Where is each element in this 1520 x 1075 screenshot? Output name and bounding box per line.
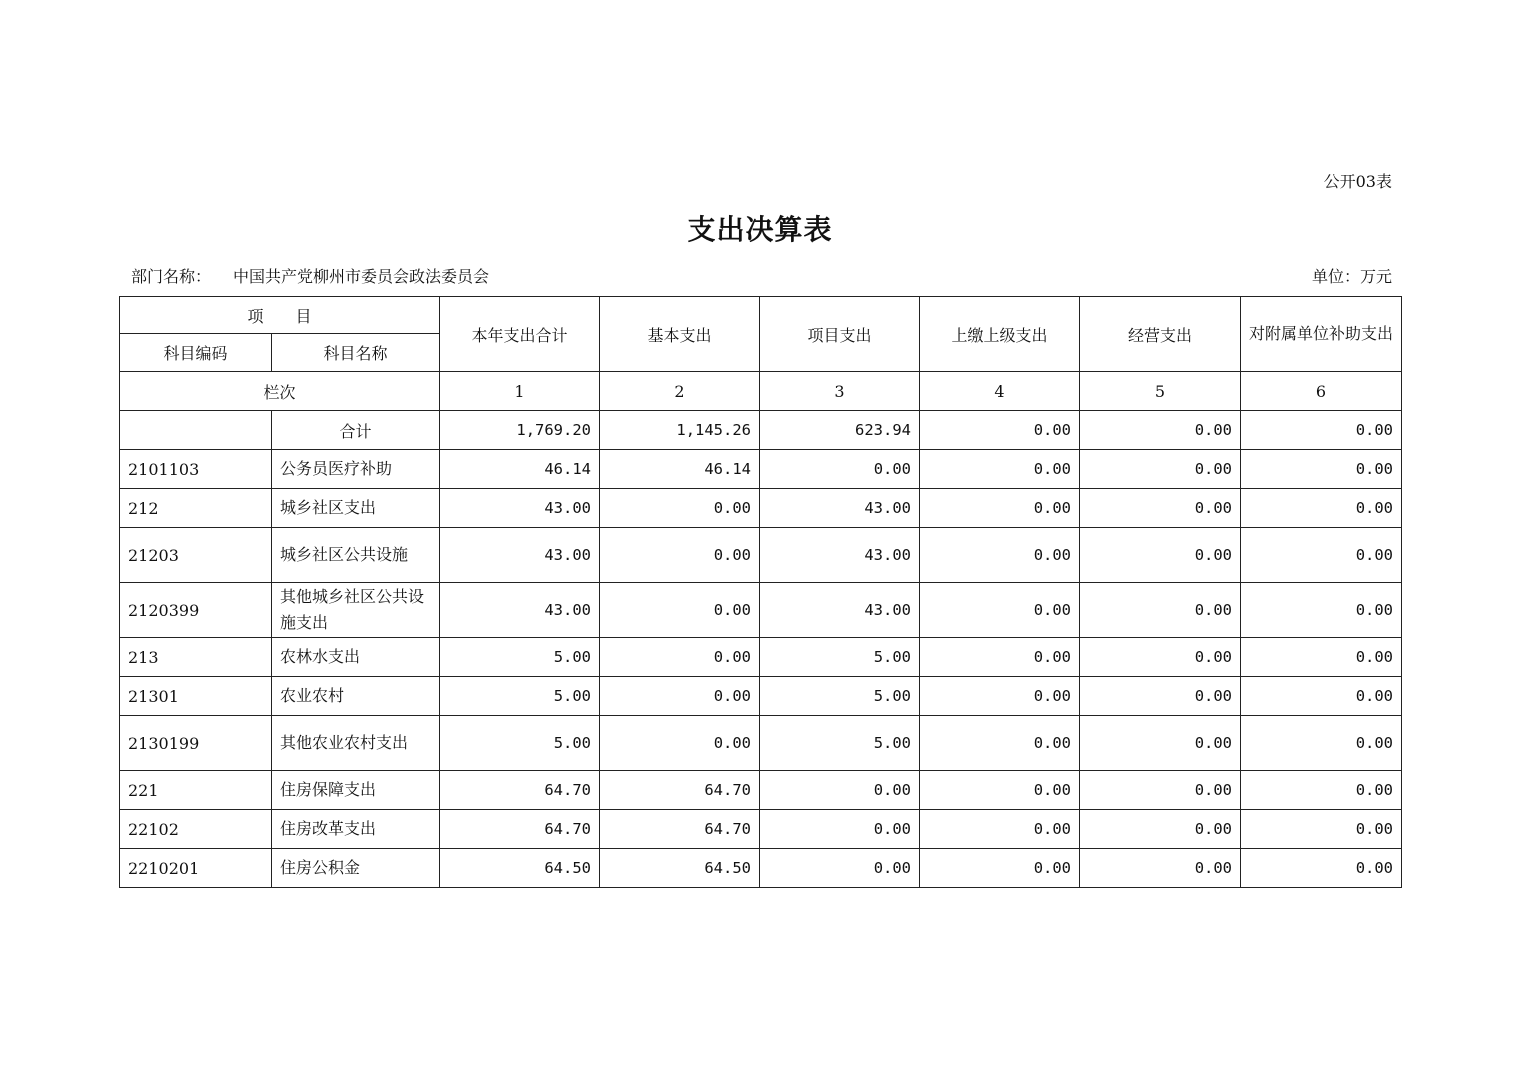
amount-cell: 46.14 (440, 450, 600, 489)
amount-cell: 0.00 (1241, 810, 1402, 849)
amount-cell: 0.00 (920, 450, 1080, 489)
amount-cell: 0.00 (920, 716, 1080, 771)
amount-cell: 64.50 (440, 849, 600, 888)
amount-cell: 64.70 (600, 810, 760, 849)
table-row (120, 489, 1402, 528)
column-index-number: 3 (760, 372, 920, 411)
total-value: 0.00 (920, 411, 1080, 450)
amount-cell: 0.00 (1080, 583, 1241, 638)
amount-cell: 0.00 (600, 677, 760, 716)
subject-name: 住房公积金 (272, 849, 440, 888)
amount-cell: 0.00 (920, 849, 1080, 888)
amount-cell: 0.00 (920, 771, 1080, 810)
subject-code: 2130199 (120, 716, 272, 771)
header-name: 科目名称 (272, 334, 440, 372)
amount-cell: 0.00 (920, 677, 1080, 716)
page-title: 支出决算表 (687, 213, 833, 246)
amount-cell: 43.00 (760, 528, 920, 583)
amount-cell: 5.00 (440, 677, 600, 716)
total-code-cell (120, 411, 272, 450)
amount-cell: 43.00 (440, 528, 600, 583)
amount-cell: 0.00 (1080, 810, 1241, 849)
amount-cell: 0.00 (1241, 677, 1402, 716)
department-line (131, 266, 489, 288)
amount-cell: 0.00 (1080, 677, 1241, 716)
table-row (120, 638, 1402, 677)
total-value: 1,145.26 (600, 411, 760, 450)
amount-cell: 0.00 (1080, 450, 1241, 489)
amount-cell: 64.70 (440, 810, 600, 849)
form-number: 公开03表 (1323, 172, 1392, 191)
header-business: 经营支出 (1080, 297, 1241, 372)
subject-name: 其他城乡社区公共设施支出 (272, 583, 440, 638)
amount-cell: 0.00 (1241, 771, 1402, 810)
amount-cell: 5.00 (760, 677, 920, 716)
total-value: 0.00 (1080, 411, 1241, 450)
amount-cell: 5.00 (440, 638, 600, 677)
amount-cell: 5.00 (760, 638, 920, 677)
column-index-row (120, 372, 1402, 411)
subject-name: 城乡社区公共设施 (272, 528, 440, 583)
column-index-number: 5 (1080, 372, 1241, 411)
subject-name: 农林水支出 (272, 638, 440, 677)
amount-cell: 0.00 (760, 810, 920, 849)
total-value: 1,769.20 (440, 411, 600, 450)
amount-cell: 0.00 (920, 489, 1080, 528)
header-row-1 (120, 297, 1402, 334)
amount-cell: 0.00 (1080, 638, 1241, 677)
amount-cell: 0.00 (600, 528, 760, 583)
amount-cell: 0.00 (920, 810, 1080, 849)
amount-cell: 0.00 (600, 716, 760, 771)
column-index-number: 2 (600, 372, 760, 411)
amount-cell: 0.00 (760, 771, 920, 810)
amount-cell: 43.00 (440, 489, 600, 528)
amount-cell: 0.00 (600, 489, 760, 528)
table-row (120, 528, 1402, 583)
amount-cell: 0.00 (1080, 489, 1241, 528)
total-value: 623.94 (760, 411, 920, 450)
amount-cell: 46.14 (600, 450, 760, 489)
table-row (120, 583, 1402, 638)
subject-code: 212 (120, 489, 272, 528)
amount-cell: 0.00 (1241, 450, 1402, 489)
amount-cell: 64.50 (600, 849, 760, 888)
amount-cell: 0.00 (600, 583, 760, 638)
amount-cell: 64.70 (600, 771, 760, 810)
header-subsidy: 对附属单位补助支出 (1241, 297, 1402, 372)
subject-code: 221 (120, 771, 272, 810)
total-value: 0.00 (1241, 411, 1402, 450)
subject-name: 公务员医疗补助 (272, 450, 440, 489)
amount-cell: 0.00 (1241, 849, 1402, 888)
subject-name: 住房保障支出 (272, 771, 440, 810)
amount-cell: 0.00 (920, 638, 1080, 677)
amount-cell: 0.00 (1080, 528, 1241, 583)
amount-cell: 5.00 (760, 716, 920, 771)
amount-cell: 0.00 (1080, 849, 1241, 888)
subject-code: 21301 (120, 677, 272, 716)
amount-cell: 43.00 (760, 489, 920, 528)
unit-label: 单位：万元 (1311, 267, 1392, 286)
amount-cell: 0.00 (760, 849, 920, 888)
column-index-number: 6 (1241, 372, 1402, 411)
amount-cell: 0.00 (1241, 489, 1402, 528)
subject-code: 213 (120, 638, 272, 677)
subject-code: 21203 (120, 528, 272, 583)
amount-cell: 0.00 (600, 638, 760, 677)
amount-cell: 64.70 (440, 771, 600, 810)
table-row (120, 849, 1402, 888)
amount-cell: 0.00 (920, 528, 1080, 583)
amount-cell: 0.00 (1241, 528, 1402, 583)
total-label: 合计 (272, 411, 440, 450)
table-row (120, 810, 1402, 849)
subject-code: 2120399 (120, 583, 272, 638)
column-index-label: 栏次 (120, 372, 440, 411)
subject-name: 城乡社区支出 (272, 489, 440, 528)
amount-cell: 0.00 (920, 583, 1080, 638)
table-row (120, 677, 1402, 716)
subject-code: 2210201 (120, 849, 272, 888)
header-upper: 上缴上级支出 (920, 297, 1080, 372)
department-name: 中国共产党柳州市委员会政法委员会 (233, 267, 490, 286)
header-total: 本年支出合计 (440, 297, 600, 372)
header-item: 项 目 (120, 297, 440, 334)
column-index-number: 1 (440, 372, 600, 411)
amount-cell: 43.00 (440, 583, 600, 638)
amount-cell: 0.00 (1080, 716, 1241, 771)
subject-name: 住房改革支出 (272, 810, 440, 849)
subject-code: 2101103 (120, 450, 272, 489)
table-row (120, 450, 1402, 489)
subject-name: 其他农业农村支出 (272, 716, 440, 771)
amount-cell: 0.00 (1241, 583, 1402, 638)
expenditure-table (119, 296, 1402, 888)
amount-cell: 5.00 (440, 716, 600, 771)
total-row (120, 411, 1402, 450)
subject-name: 农业农村 (272, 677, 440, 716)
subject-code: 22102 (120, 810, 272, 849)
header-basic: 基本支出 (600, 297, 760, 372)
header-code: 科目编码 (120, 334, 272, 372)
amount-cell: 0.00 (1080, 771, 1241, 810)
department-label: 部门名称： (131, 267, 212, 286)
amount-cell: 0.00 (1241, 716, 1402, 771)
table-row (120, 771, 1402, 810)
amount-cell: 0.00 (760, 450, 920, 489)
table-row (120, 716, 1402, 771)
header-project: 项目支出 (760, 297, 920, 372)
amount-cell: 43.00 (760, 583, 920, 638)
column-index-number: 4 (920, 372, 1080, 411)
amount-cell: 0.00 (1241, 638, 1402, 677)
